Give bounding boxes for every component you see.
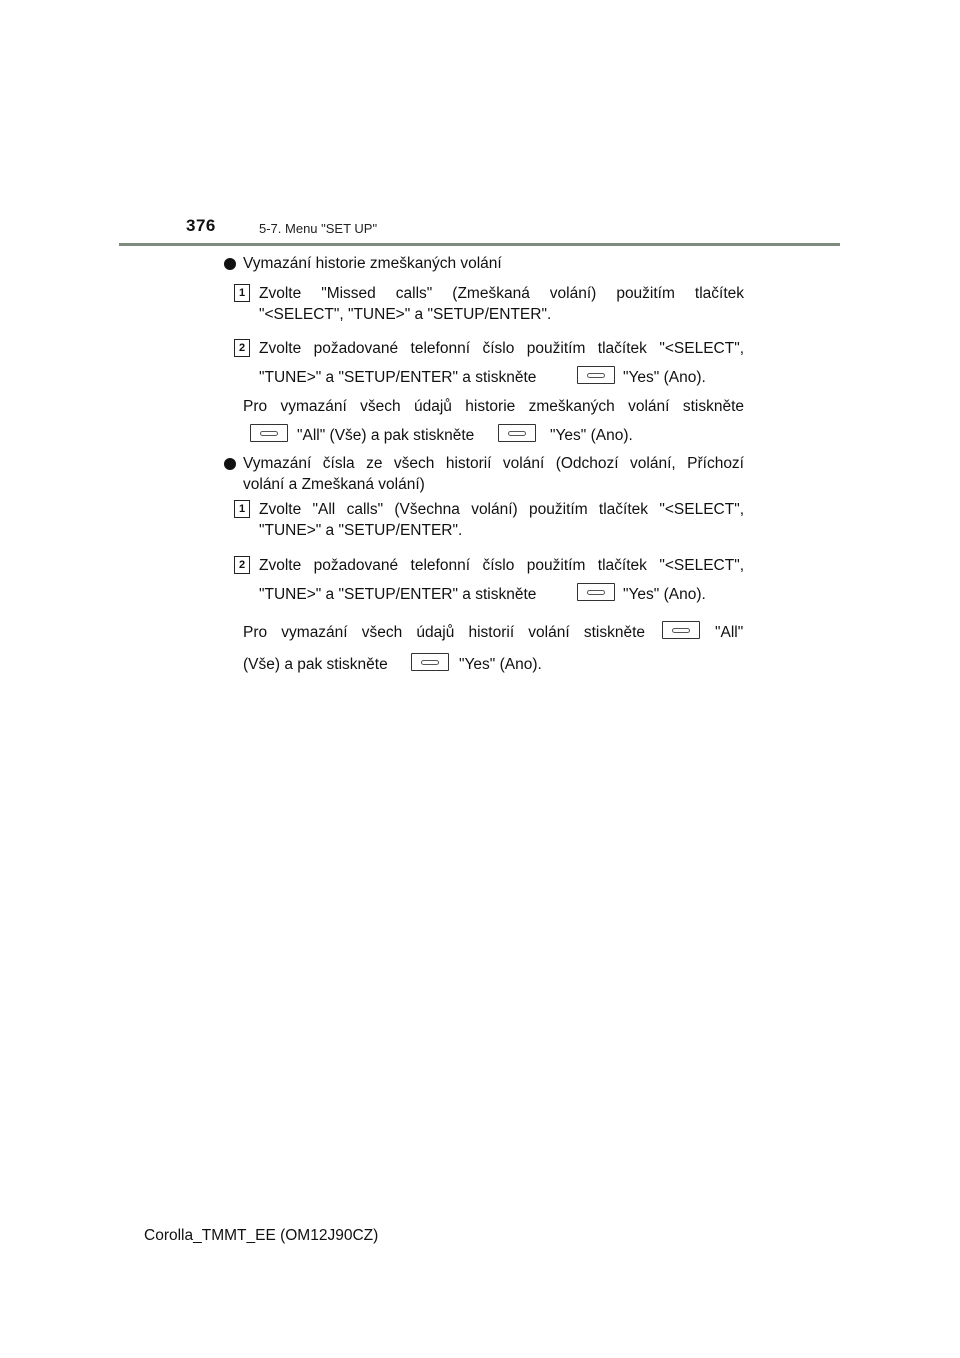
section2-note-line1-a: Pro vymazání všech údajů historií volání stiskněte [243,624,645,641]
step-number-2: 2 [234,339,250,357]
section1-step2-line2-b: "Yes" (Ano). [623,369,706,386]
section1-note-line2-b: "Yes" (Ano). [550,427,633,444]
steering-switch-button-icon [662,621,700,639]
section-title: 5-7. Menu "SET UP" [259,221,378,236]
section2-note-line2-b: "Yes" (Ano). [459,656,542,673]
bullet-icon [224,258,236,270]
section1-note-line1: Pro vymazání všech údajů historie zmeškaných volání stiskněte [243,398,744,415]
page-number: 376 [186,216,216,235]
bullet-icon [224,458,236,470]
header-divider [119,243,840,246]
section2-heading-line2: volání a Zmeškaná volání) [243,476,425,493]
step-number-1: 1 [234,500,250,518]
section1-step1-line1: Zvolte "Missed calls" (Zmeškaná volání) použitím tlačítek [259,285,744,302]
section2-note-line1-b: "All" [715,624,744,641]
section2-heading-line1: Vymazání čísla ze všech historií volání (Odchozí volání, Příchozí [243,455,744,472]
section2-step2-line2-b: "Yes" (Ano). [623,586,706,603]
steering-switch-button-icon [498,424,536,442]
section1-step1-line2: "<SELECT", "TUNE>" a "SETUP/ENTER". [259,306,552,323]
step-number-2: 2 [234,556,250,574]
steering-switch-button-icon [250,424,288,442]
section2-step2-line1: Zvolte požadované telefonní číslo použitím tlačítek "<SELECT", [259,557,744,574]
document-id: Corolla_TMMT_EE (OM12J90CZ) [144,1227,379,1244]
section1-heading: Vymazání historie zmeškaných volání [243,255,502,272]
steering-switch-button-icon [577,583,615,601]
section2-note-line2-a: (Vše) a pak stiskněte [243,656,388,673]
section1-step2-line1: Zvolte požadované telefonní číslo použitím tlačítek "<SELECT", [259,340,744,357]
section2-step1-line2: "TUNE>" a "SETUP/ENTER". [259,522,463,539]
step-number-1: 1 [234,284,250,302]
steering-switch-button-icon [411,653,449,671]
section1-note-line2-a: "All" (Vše) a pak stiskněte [297,427,475,444]
section1-step2-line2-a: "TUNE>" a "SETUP/ENTER" a stiskněte [259,369,537,386]
section2-step1-line1: Zvolte "All calls" (Všechna volání) použitím tlačítek "<SELECT", [259,501,744,518]
section2-step2-line2-a: "TUNE>" a "SETUP/ENTER" a stiskněte [259,586,537,603]
steering-switch-button-icon [577,366,615,384]
